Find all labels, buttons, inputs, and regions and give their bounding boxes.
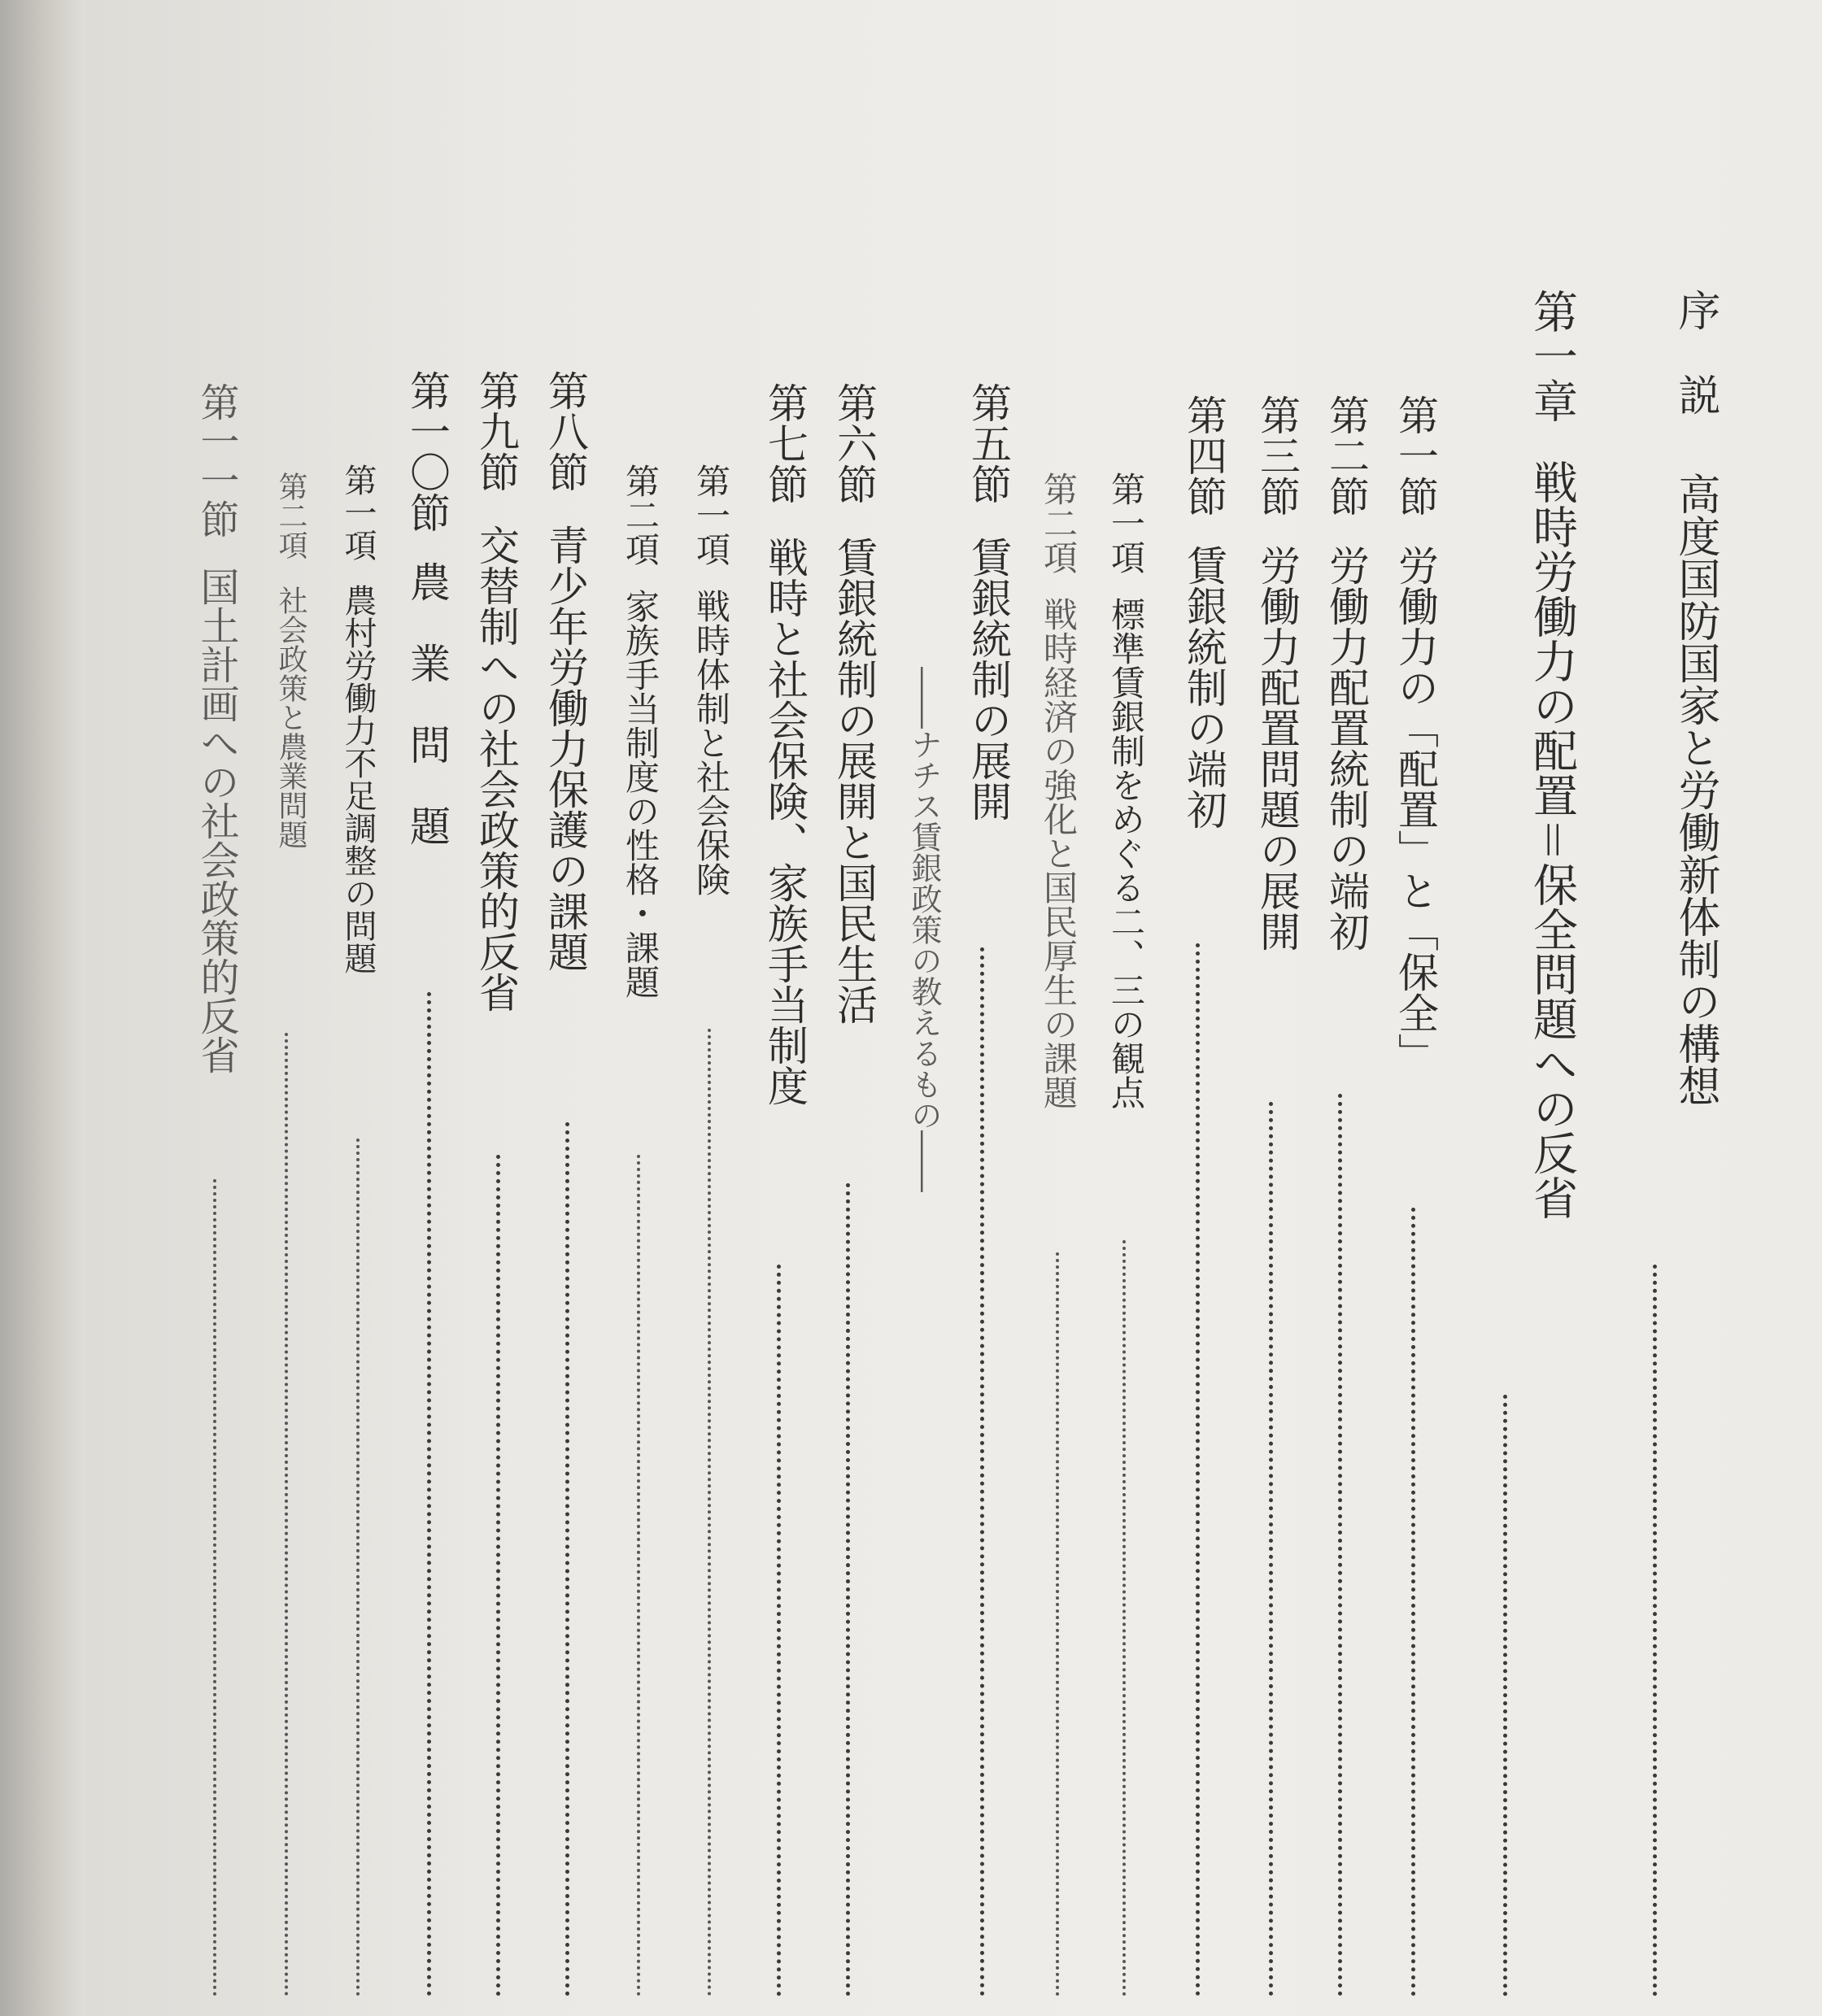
toc-entry-title: 家族手当制度の性格・課題: [621, 589, 660, 999]
dot-leader: [1196, 943, 1200, 1996]
toc-entry-label: 第四節: [1180, 394, 1227, 516]
toc-entry-item-4: [621, 464, 660, 999]
toc-entry-section-5: [965, 382, 1012, 821]
toc-entry-label: 第二項: [1039, 472, 1079, 574]
toc-entry-label: 第二項: [274, 472, 307, 560]
toc-entry-section-10: [403, 370, 451, 846]
toc-entry-label: 第一項: [339, 464, 377, 561]
toc-entry-title: 青少年労働力保護の課題: [542, 525, 589, 972]
toc-entry-label: 第一項: [691, 464, 731, 566]
toc-entry-label: 第三節: [1253, 394, 1301, 516]
toc-entry-title: 賃銀統制の展開と国民生活: [830, 537, 878, 1025]
dot-leader: [285, 1033, 288, 1996]
toc-entry-title: 農村労働力不足調整の問題: [339, 584, 377, 974]
dot-leader: [1122, 1240, 1126, 1996]
toc-entry-item-2: [1039, 472, 1079, 1109]
toc-entry-item-3: [691, 464, 731, 896]
toc-entry-title: 標準賃銀制をめぐる二、三の観点: [1106, 597, 1146, 1109]
dot-leader: [496, 1155, 500, 1996]
toc-entry-title: 戦時経済の強化と国民厚生の課題: [1039, 597, 1079, 1109]
toc-entry-title: 農 業 問 題: [403, 561, 451, 846]
toc-entry-title: 労働力の「配置」と「保全」: [1392, 545, 1439, 1073]
toc-entry-section-3: [1253, 394, 1301, 951]
toc-entry-section-2: [1323, 394, 1370, 951]
dot-leader: [1338, 1094, 1342, 1996]
toc-entry-label: 第八節: [542, 370, 589, 492]
toc-entry-label: 第六節: [830, 382, 878, 504]
toc-entry-title: 賃銀統制の展開: [965, 537, 1012, 821]
toc-entry-section-6: [830, 382, 878, 1025]
toc-entry-item-6: [276, 472, 305, 849]
dot-leader: [1056, 1252, 1059, 1996]
toc-entry-title: 労働力配置問題の展開: [1253, 545, 1301, 951]
toc-entry-label: 第五節: [965, 382, 1012, 504]
toc-entry-preface: [1671, 289, 1720, 1107]
toc-entry-title: 国土計画への社会政策的反省: [194, 567, 239, 1074]
toc-entry-section-9: [473, 370, 520, 1012]
toc-entry-label: 第九節: [473, 370, 520, 492]
dot-leader: [1503, 1395, 1507, 1996]
toc-entry-section-8: [542, 370, 589, 972]
toc-entry-label: 序 説: [1671, 289, 1720, 416]
toc-entry-section-7: [761, 382, 809, 1106]
toc-entry-subtitle: [906, 667, 942, 1192]
dot-leader: [565, 1122, 569, 1996]
toc-entry-label: 第一一節: [194, 382, 239, 538]
toc-entry-title: 交替制への社会政策的反省: [473, 525, 520, 1012]
dot-leader: [637, 1155, 640, 1996]
toc-entry-title: 戦時と社会保険、家族手当制度: [761, 537, 809, 1106]
toc-entry-item-5: [339, 464, 377, 974]
dot-leader: [356, 1139, 360, 1996]
toc-entry-title: 高度国防国家と労働新体制の構想: [1671, 472, 1720, 1107]
toc-entry-section-1: [1392, 394, 1439, 1073]
toc-entry-title: 賃銀統制の端初: [1180, 545, 1227, 829]
dot-leader: [1653, 1265, 1657, 1996]
toc-entry-label: 第二項: [621, 464, 660, 566]
dot-leader: [777, 1265, 781, 1996]
toc-entry-section-4: [1180, 394, 1227, 829]
toc-entry-title: 戦時労働力の配置＝保全問題への反省: [1526, 459, 1578, 1221]
toc-entry-item-1: [1106, 472, 1146, 1109]
toc-entry-chapter-1: [1526, 289, 1578, 1221]
dot-leader: [980, 947, 984, 1996]
toc-entry-label: 第一章: [1526, 289, 1578, 423]
dot-leader: [1269, 1102, 1273, 1996]
dot-leader: [708, 1029, 711, 1996]
toc-entry-title: 労働力配置統制の端初: [1323, 545, 1370, 951]
toc-entry-label: 第一節: [1392, 394, 1439, 516]
toc-entry-label: 第一項: [1106, 472, 1146, 574]
toc-entry-title: 戦時体制と社会保険: [691, 589, 731, 896]
toc-entry-title: 社会政策と農業問題: [274, 586, 307, 849]
toc-entry-section-11: [194, 382, 239, 1074]
dot-leader: [1411, 1208, 1415, 1996]
toc-entry-title: ――ナチス賃銀政策の教えるもの――: [906, 667, 942, 1192]
toc-entry-label: 第二節: [1323, 394, 1370, 516]
dot-leader: [427, 992, 431, 1996]
toc-entry-label: 第七節: [761, 382, 809, 504]
toc-entry-label: 第一〇節: [403, 370, 451, 533]
dot-leader: [846, 1183, 850, 1996]
dot-leader: [213, 1179, 216, 1996]
